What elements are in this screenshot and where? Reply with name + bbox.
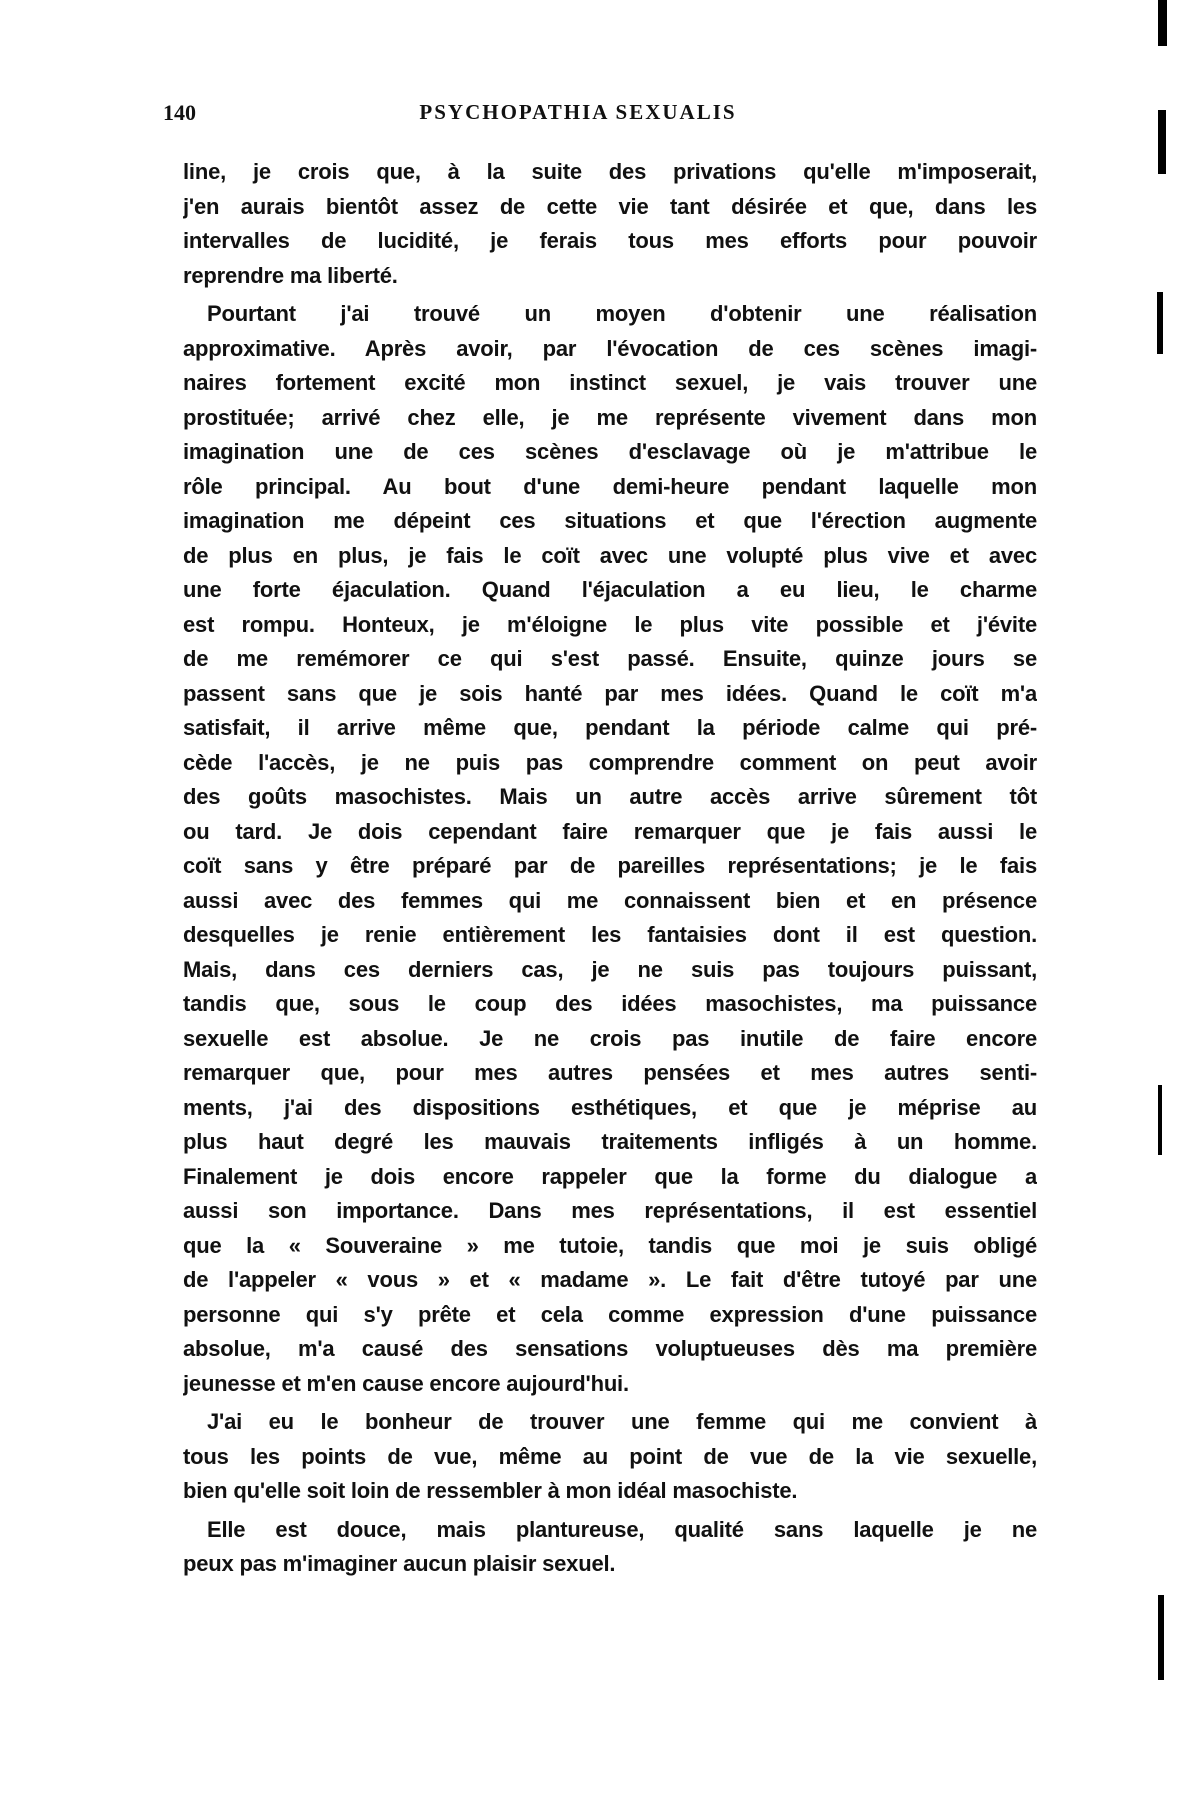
- paragraph: [183, 155, 1037, 293]
- text-line: reprendre ma liberté.: [183, 262, 398, 288]
- text-line: que la « Souveraine » me tutoie, tandis que moi je suis obligé: [183, 1232, 1037, 1258]
- text-line: ments, j'ai des dispositions esthétiques, et que je méprise au: [183, 1094, 1037, 1120]
- scan-edge-mark: [1158, 1085, 1162, 1155]
- body-text: [183, 155, 1037, 1586]
- text-line: est rompu. Honteux, je m'éloigne le plus vite possible et j'évite: [183, 611, 1037, 637]
- text-line: plus haut degré les mauvais traitements infligés à un homme.: [183, 1129, 1037, 1154]
- text-line: rôle principal. Au bout d'une demi-heure pendant laquelle mon: [183, 473, 1037, 499]
- text-line: approximative. Après avoir, par l'évocation de ces scènes imagi-: [183, 335, 1037, 361]
- text-line: sexuelle est absolue. Je ne crois pas inutile de faire encore: [183, 1025, 1037, 1051]
- text-line: Elle est douce, mais plantureuse, qualité sans laquelle je ne: [207, 1516, 1037, 1542]
- text-line: aussi avec des femmes qui me connaissent bien et en présence: [183, 887, 1037, 913]
- scan-edge-mark: [1158, 110, 1166, 174]
- text-line: aussi son importance. Dans mes représentations, il est essentiel: [183, 1198, 1037, 1223]
- text-line: satisfait, il arrive même que, pendant la période calme qui pré-: [183, 715, 1037, 740]
- text-line: J'ai eu le bonheur de trouver une femme qui me convient à: [207, 1409, 1037, 1434]
- text-line: de plus en plus, je fais le coït avec une volupté plus vive et avec: [183, 542, 1037, 568]
- text-line: imagination une de ces scènes d'esclavage où je m'attribue le: [183, 439, 1037, 464]
- text-line: remarquer que, pour mes autres pensées et mes autres senti-: [183, 1060, 1037, 1085]
- text-line: de l'appeler « vous » et « madame ». Le fait d'être tutoyé par une: [183, 1267, 1037, 1292]
- text-line: prostituée; arrivé chez elle, je me représente vivement dans mon: [183, 404, 1037, 430]
- text-line: desquelles je renie entièrement les fantaisies dont il est question.: [183, 922, 1037, 947]
- scan-edge-mark: [1158, 0, 1167, 46]
- text-line: imagination me dépeint ces situations et que l'érection augmente: [183, 508, 1037, 533]
- text-line: coït sans y être préparé par de pareilles représentations; je le fais: [183, 853, 1037, 878]
- text-line: Finalement je dois encore rappeler que la forme du dialogue a: [183, 1163, 1037, 1189]
- text-line: personne qui s'y prête et cela comme expression d'une puissance: [183, 1301, 1037, 1327]
- text-line: Pourtant j'ai trouvé un moyen d'obtenir une réalisation: [207, 301, 1037, 326]
- text-line: j'en aurais bientôt assez de cette vie tant désirée et que, dans les: [183, 193, 1037, 219]
- text-line: tandis que, sous le coup des idées masochistes, ma puissance: [183, 991, 1037, 1016]
- text-line: line, je crois que, à la suite des privations qu'elle m'imposerait,: [183, 159, 1037, 184]
- text-line: de me remémorer ce qui s'est passé. Ensuite, quinze jours se: [183, 646, 1037, 671]
- text-line: naires fortement excité mon instinct sexuel, je vais trouver une: [183, 370, 1037, 395]
- text-line: des goûts masochistes. Mais un autre accès arrive sûrement tôt: [183, 784, 1037, 809]
- text-line: intervalles de lucidité, je ferais tous mes efforts pour pouvoir: [183, 228, 1037, 253]
- running-title: PSYCHOPATHIA SEXUALIS: [419, 100, 737, 124]
- text-line: Mais, dans ces derniers cas, je ne suis pas toujours puissant,: [183, 956, 1037, 982]
- text-line: cède l'accès, je ne puis pas comprendre comment on peut avoir: [183, 749, 1037, 775]
- text-line: jeunesse et m'en cause encore aujourd'hui.: [183, 1370, 629, 1396]
- page-number: 140: [163, 100, 196, 125]
- text-line: une forte éjaculation. Quand l'éjaculation a eu lieu, le charme: [183, 577, 1037, 602]
- text-line: bien qu'elle soit loin de ressembler à mon idéal masochiste.: [183, 1478, 798, 1503]
- paragraph: [183, 1513, 1037, 1582]
- text-line: tous les points de vue, même au point de vue de la vie sexuelle,: [183, 1443, 1037, 1469]
- paragraph: [183, 297, 1037, 1401]
- text-line: peux pas m'imaginer aucun plaisir sexuel.: [183, 1551, 616, 1576]
- scan-edge-mark: [1157, 292, 1163, 354]
- text-line: absolue, m'a causé des sensations voluptueuses dès ma première: [183, 1336, 1037, 1361]
- paragraph: [183, 1405, 1037, 1509]
- scan-edge-mark: [1158, 1595, 1164, 1680]
- text-line: ou tard. Je dois cependant faire remarquer que je fais aussi le: [183, 818, 1037, 844]
- text-line: passent sans que je sois hanté par mes idées. Quand le coït m'a: [183, 680, 1037, 706]
